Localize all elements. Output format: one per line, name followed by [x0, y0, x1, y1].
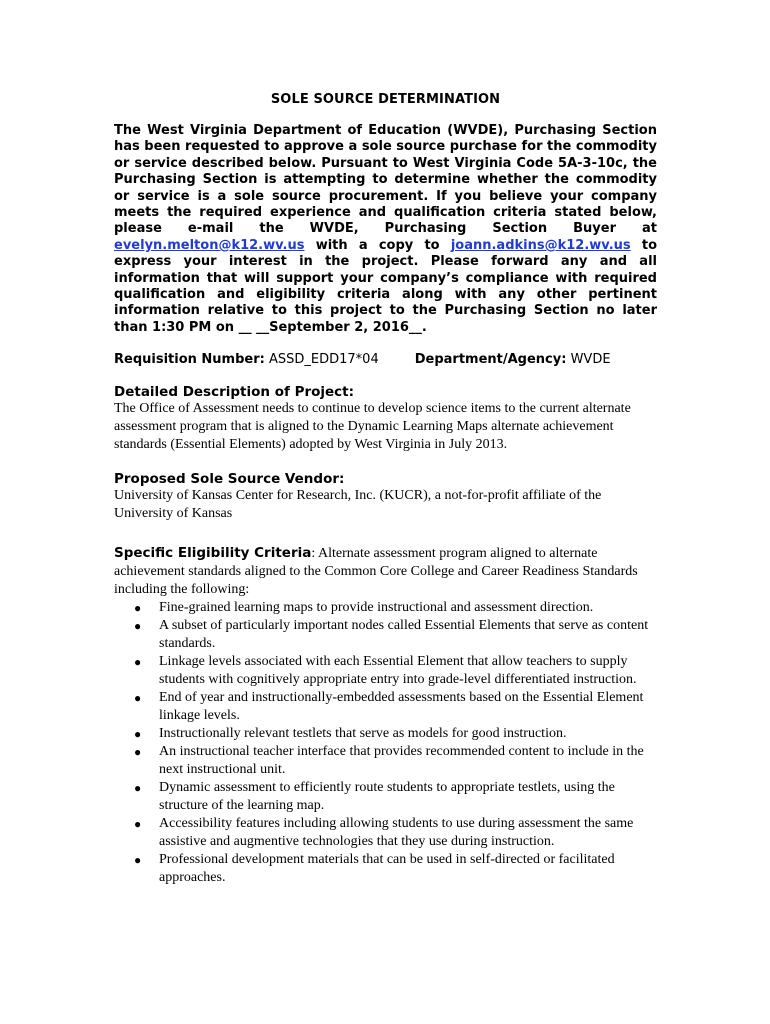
intro-text-3: to express your interest in the project. Please forward any and all information that will support your company’s compliance with required qualification and eligibility criteria along with any other pertinent information relative to this project to the Purchasing Section no later than 1:30 PM on __ __September 2, 2016__.	[114, 237, 657, 335]
bullet-icon: ●	[134, 727, 142, 742]
list-item-text: Instructionally relevant testlets that serve as models for good instruction.	[159, 726, 567, 742]
list-item	[134, 725, 657, 743]
criteria-intro-text: Alternate assessment program aligned to alternate achievement standards aligned to the Common Core College and Career Readiness Standards including the following:	[114, 546, 638, 598]
bullet-icon: ●	[134, 601, 142, 616]
requisition-line	[114, 352, 657, 367]
document-page	[114, 92, 657, 887]
department-label: Department/Agency:	[414, 352, 567, 368]
criteria-heading: Specific Eligibility Criteria	[114, 545, 312, 562]
buyer-email-link[interactable]: evelyn.melton@k12.wv.us	[114, 237, 305, 253]
list-item-text: Dynamic assessment to efficiently route students to appropriate testlets, using the structure of the learning map.	[159, 780, 615, 814]
copy-email-link[interactable]: joann.adkins@k12.wv.us	[450, 237, 631, 253]
bullet-icon: ●	[134, 655, 142, 670]
vendor-heading: Proposed Sole Source Vendor:	[114, 471, 345, 488]
criteria-list	[114, 599, 657, 887]
intro-text-2: with a copy to	[304, 237, 451, 253]
intro-text-1: The West Virginia Department of Education (WVDE), Purchasing Section has been requested to approve a sole source purchase for the commodity or service described below. Pursuant to West Virginia Code 5A-3-10c, the Purchasing Section is attempting to determine whether the commodity or service is a sole source procurement. If you believe your company meets the required experience and qualification criteria stated below, please e-mail the WVDE, Purchasing Section Buyer at	[114, 123, 657, 237]
list-item-text: Accessibility features including allowing students to use during assessment the same assistive and augmentive technologies that they use during instruction.	[159, 816, 634, 850]
list-item-text: An instructional teacher interface that provides recommended content to include in the next instructional unit.	[159, 744, 644, 778]
bullet-icon: ●	[134, 745, 142, 760]
bullet-icon: ●	[134, 781, 142, 796]
list-item-text: Professional development materials that can be used in self-directed or facilitated approaches.	[159, 852, 615, 886]
requisition-label: Requisition Number:	[114, 352, 265, 368]
list-item	[134, 599, 657, 617]
intro-paragraph	[114, 123, 657, 336]
vendor-section	[114, 471, 657, 523]
bullet-icon: ●	[134, 853, 142, 868]
list-item	[134, 743, 657, 779]
list-item	[134, 815, 657, 851]
bullet-icon: ●	[134, 619, 142, 634]
list-item-text: A subset of particularly important nodes called Essential Elements that serve as content standards.	[159, 618, 649, 652]
list-item	[134, 851, 657, 887]
list-item	[134, 779, 657, 815]
description-heading: Detailed Description of Project:	[114, 384, 355, 401]
list-item	[134, 617, 657, 653]
description-text: The Office of Assessment needs to continue to develop science items to the current alternate assessment program that is aligned to the Dynamic Learning Maps alternate achievement standards (Essential Elements) adopted by West Virginia in July 2013.	[114, 401, 631, 453]
criteria-section	[114, 544, 657, 887]
requisition-number: ASSD_EDD17*04	[268, 352, 379, 368]
vendor-text: University of Kansas Center for Research, Inc. (KUCR), a not-for-profit affiliate of the University of Kansas	[114, 488, 602, 522]
list-item	[134, 689, 657, 725]
bullet-icon: ●	[134, 817, 142, 832]
bullet-icon: ●	[134, 691, 142, 706]
criteria-colon: :	[311, 546, 316, 562]
list-item	[134, 653, 657, 689]
criteria-intro	[114, 544, 657, 599]
list-item-text: Linkage levels associated with each Essential Element that allow teachers to supply students with cognitively appropriate entry into grade-level differentiated instruction.	[159, 654, 637, 688]
department-value: WVDE	[570, 352, 611, 368]
description-section	[114, 384, 657, 454]
list-item-text: End of year and instructionally-embedded assessments based on the Essential Element linkage levels.	[159, 690, 644, 724]
list-item-text: Fine-grained learning maps to provide instructional and assessment direction.	[159, 600, 594, 616]
page-title: SOLE SOURCE DETERMINATION	[270, 92, 501, 107]
